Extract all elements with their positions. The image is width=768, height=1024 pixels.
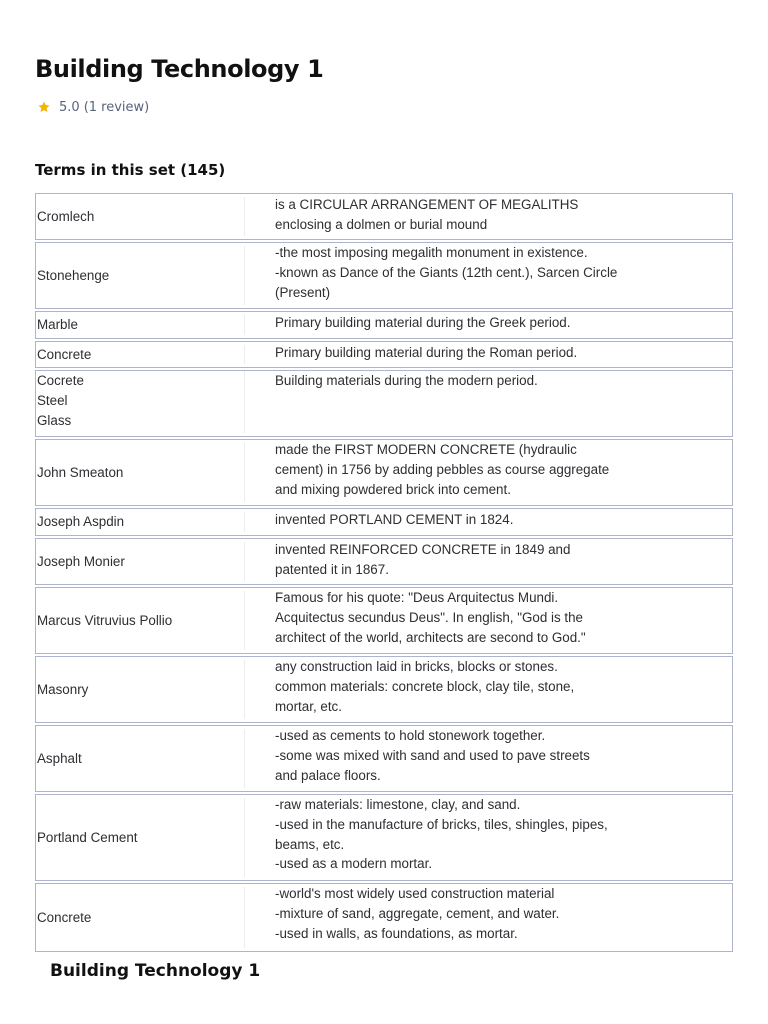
term-text: Portland Cement — [36, 798, 245, 877]
definition-text: Building materials during the modern period. — [275, 373, 538, 388]
definition-text: Primary building material during the Roman period. — [275, 345, 578, 360]
footer-title: Building Technology 1 — [50, 961, 261, 981]
definition-cell — [245, 657, 732, 722]
rating[interactable] — [37, 97, 149, 117]
definition-cell — [245, 371, 732, 436]
term-row — [35, 242, 733, 309]
definition-text: invented PORTLAND CEMENT in 1824. — [275, 512, 514, 527]
definition-text: -world's most widely used construction material -mixture of sand, aggregate, cement, and water. -used in walls, as foundations, as mortar. — [275, 886, 560, 941]
term-text: Joseph Monier — [36, 542, 245, 581]
page-title: Building Technology 1 — [35, 55, 324, 83]
definition-text: Famous for his quote: "Deus Arquitectus Mundi. Acquitectus secundus Deus". In english, "God is the architect of the world, architects are second to God." — [275, 590, 586, 645]
term-table — [35, 193, 733, 954]
star-icon — [37, 100, 51, 114]
term-row — [35, 311, 733, 339]
definition-text: made the FIRST MODERN CONCRETE (hydraulic cement) in 1756 by adding pebbles as course aggregate and mixing powdered brick into cement. — [275, 442, 610, 497]
definition-cell — [245, 588, 732, 653]
definition-cell — [245, 243, 732, 308]
definition-cell — [245, 342, 732, 367]
definition-text: -the most imposing megalith monument in existence. -known as Dance of the Giants (12th cent.), Sarcen Circle (Present) — [275, 245, 618, 300]
definition-cell — [245, 726, 732, 791]
definition-text: any construction laid in bricks, blocks or stones. common materials: concrete block, clay tile, stone, mortar, etc. — [275, 659, 575, 714]
term-row — [35, 439, 733, 506]
definition-text: Primary building material during the Greek period. — [275, 315, 571, 330]
term-text: Concrete — [36, 345, 245, 364]
term-text: Marcus Vitruvius Pollio — [36, 591, 245, 650]
term-row — [35, 656, 733, 723]
rating-value: 5.0 — [59, 99, 80, 115]
term-text: Masonry — [36, 660, 245, 719]
term-row — [35, 587, 733, 654]
term-text: Cocrete Steel Glass — [36, 371, 245, 433]
definition-cell — [245, 440, 732, 505]
definition-text: -used as cements to hold stonework together. -some was mixed with sand and used to pave streets and palace floors. — [275, 728, 590, 783]
term-row — [35, 370, 733, 437]
term-row — [35, 725, 733, 792]
definition-cell — [245, 539, 732, 584]
term-text: John Smeaton — [36, 443, 245, 502]
term-text: Stonehenge — [36, 246, 245, 305]
term-text: Asphalt — [36, 729, 245, 788]
definition-cell — [245, 509, 732, 535]
definition-text: -raw materials: limestone, clay, and sand. -used in the manufacture of bricks, tiles, shingles, pipes, beams, etc. -used as a modern mortar. — [275, 797, 608, 872]
term-text: Marble — [36, 315, 245, 335]
definition-cell — [245, 312, 732, 338]
definition-cell — [245, 795, 732, 880]
definition-text: invented REINFORCED CONCRETE in 1849 and patented it in 1867. — [275, 542, 571, 577]
rating-count[interactable]: (1 review) — [83, 99, 150, 115]
star-shape — [38, 101, 49, 112]
term-row — [35, 341, 733, 368]
term-row — [35, 508, 733, 536]
definition-text: is a CIRCULAR ARRANGEMENT OF MEGALITHS enclosing a dolmen or burial mound — [275, 197, 579, 232]
term-text: Concrete — [36, 887, 245, 948]
term-text: Joseph Aspdin — [36, 512, 245, 532]
definition-cell — [245, 884, 732, 951]
term-text: Cromlech — [36, 197, 245, 236]
term-row — [35, 794, 733, 881]
terms-heading: Terms in this set (145) — [35, 161, 226, 179]
term-row — [35, 883, 733, 952]
term-row — [35, 538, 733, 585]
term-row — [35, 193, 733, 240]
definition-cell — [245, 194, 732, 239]
